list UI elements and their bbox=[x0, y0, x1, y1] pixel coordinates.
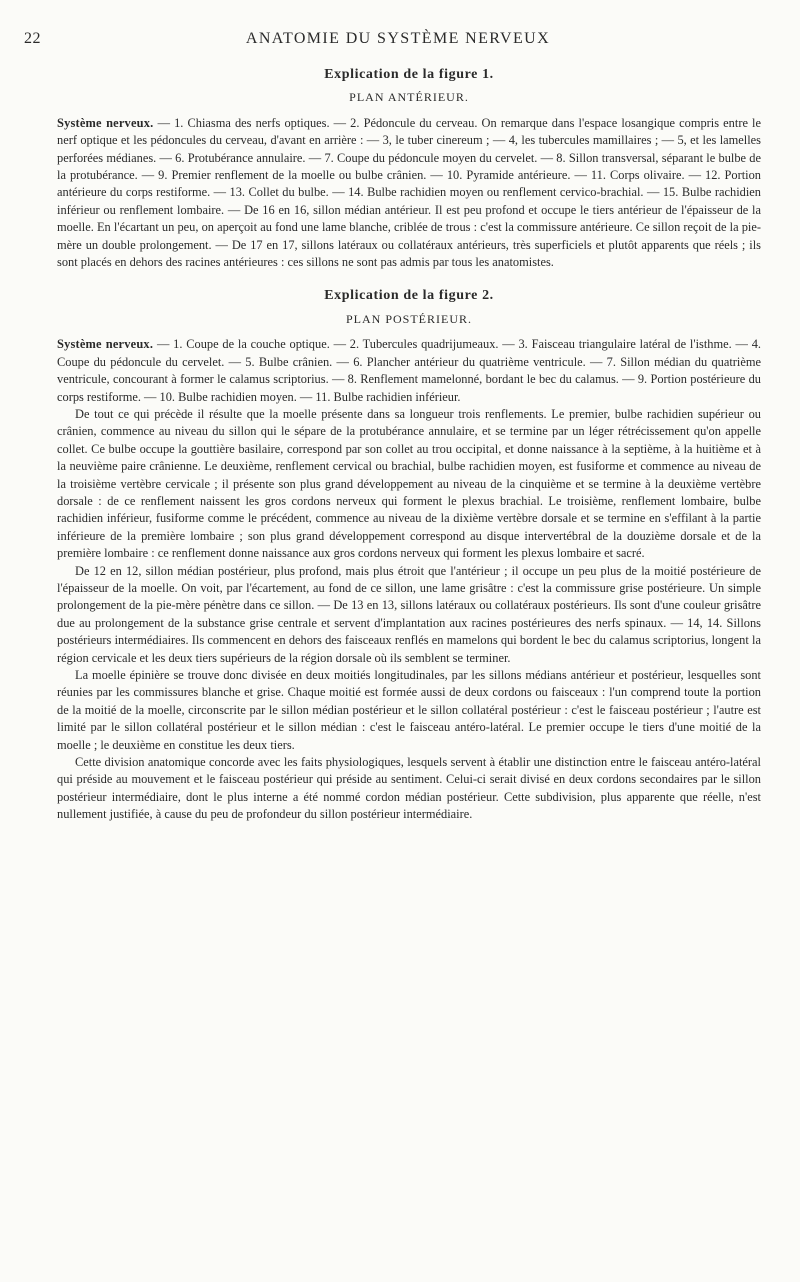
figure1-title: Explication de la figure 1. bbox=[324, 67, 494, 82]
body-paragraph-4: Cette division anatomique concorde avec les faits physiologiques, lesquels servent à établir une distinction entre le faisceau antéro-latéral qui préside au mouvement et le faisceau postérieur qui préside au sentiment. Celui-ci serait divisé en deux cordons secondaires par le sillon postérieur intermédiaire, dont le plus interne a été nommé cordon médian postérieur. Cette subdivision, plus apparente que réelle, n'est nullement justifiée, à cause du peu de profondeur du sillon postérieur intermédiaire. bbox=[57, 755, 761, 822]
figure2-paragraph bbox=[57, 336, 761, 406]
figure2-title: Explication de la figure 2. bbox=[324, 288, 494, 304]
body-paragraph-1: De tout ce qui précède il résulte que la moelle présente dans sa longueur trois renflements. Le premier, bulbe rachidien supérieur ou crânien, commence au niveau du sillon qui le sépare de la protubérance annulaire, et se termine par un léger rétrécissement qu'on appelle collet. Ce bulbe occupe la gouttière basilaire, correspond par son collet au trou occipital, et donne naissance à la septième, à la huitième et à la neuvième paire crânienne. Le deuxième, renflement cervical ou brachial, bulbe rachidien moyen, est fusiforme et commence au niveau de la troisième vertèbre cervicale ; il présente son plus grand développement au niveau de la cinquième et se termine à la deuxième vertèbre dorsale : de ce renflement naissent les gros cordons nerveux qui forment le plexus brachial. Le troisième, renflement lombaire, bulbe rachidien inférieur, fusiforme comme le précédent, commence au niveau de la dixième vertèbre dorsale et se termine en s'effilant à la partie inférieure de la première lombaire ; son plus grand développement correspond au disque intervertébral de la douzième dorsale et de la première lombaire : ce renflement donne naissance aux gros cordons nerveux qui forment les plexus lombaire et sacré. bbox=[57, 406, 761, 561]
page-body bbox=[57, 60, 761, 824]
figure2-lead: Système nerveux. bbox=[57, 337, 154, 352]
body-paragraph-2: De 12 en 12, sillon médian postérieur, plus profond, mais plus étroit que l'antérieur ; il occupe un peu plus de la moitié postérieure de l'épaisseur de la moelle. On voit, par l'écartement, au fond de ce sillon, une lame grisâtre : c'est la commissure grise postérieure. Un simple prolongement de la pie-mère pénètre dans ce sillon. — De 13 en 13, sillons latéraux ou collatéraux postérieurs. Ils sont d'une couleur grisâtre due au prolongement de la substance grise centrale et servent d'implantation aux racines postérieures des nerfs spinaux. — 14, 14. Sillons postérieurs intermédiaires. Ils commencent en dehors des faisceaux renflés en mamelons qui bordent le bec du calamus scriptorius, longent la région cervicale et les deux tiers supérieurs de la région dorsale où ils semblent se terminer. bbox=[57, 563, 761, 665]
body-paragraph-3: La moelle épinière se trouve donc divisée en deux moitiés longitudinales, par les sillons médians antérieur et postérieur, lesquelles sont réunies par les commissures blanche et grise. Chaque moitié est formée aussi de deux cordons ou faisceaux : l'un comprend toute la portion de la moitié de la moelle, circonscrite par le sillon médian postérieur et le sillon collatéral postérieur : c'est le faisceau postérieur ; l'autre est limité par le sillon collatéral postérieur et le sillon médian : c'est le faisceau antéro-latéral. Le premier occupe le tiers d'une moitié de la moelle ; le deuxième en constitue les deux tiers. bbox=[57, 668, 761, 752]
figure2-subtitle: PLAN POSTÉRIEUR. bbox=[345, 311, 472, 326]
figure1-subtitle: PLAN ANTÉRIEUR. bbox=[349, 90, 469, 105]
page-header bbox=[24, 30, 772, 54]
figure2-text: — 1. Coupe de la couche optique. — 2. Tubercules quadrijumeaux. — 3. Faisceau triangulaire latéral de l'isthme. — 4. Coupe du pédoncule du cervelet. — 5. Bulbe crânien. — 6. Plancher antérieur du quatrième ventricule. — 7. Sillon médian du quatrième ventricule, concourant à former le calamus scriptorius. — 8. Renflement mamelonné, bordant le bec du calamus. — 9. Portion postérieure du corps restiforme. — 10. Bulbe rachidien moyen. — 11. Bulbe rachidien inférieur. bbox=[57, 337, 762, 404]
running-head: ANATOMIE DU SYSTÈME NERVEUX bbox=[245, 30, 551, 47]
figure1-paragraph bbox=[57, 115, 761, 272]
figure1-lead: Système nerveux. bbox=[57, 115, 154, 130]
figure1-text: — 1. Chiasma des nerfs optiques. — 2. Pédoncule du cerveau. On remarque dans l'espace losangique compris entre le nerf optique et les pédoncules du cerveau, d'avant en arrière : — 3, le tuber cinereum ; — 4, les tubercules mamillaires ; — 5, et les lamelles perforées médianes. — 6. Protubérance annulaire. — 7. Coupe du pédoncule moyen du cervelet. — 8. Sillon transversal, séparant le bulbe de la protubérance. — 9. Premier renflement de la moelle ou bulbe crânien. — 10. Pyramide antérieure. — 11. Corps olivaire. — 12. Portion antérieure du corps restiforme. — 13. Collet du bulbe. — 14. Bulbe rachidien moyen ou renflement cervico-brachial. — 15. Bulbe rachidien inférieur ou renflement lombaire. — De 16 en 16, sillon médian antérieur. Il est peu profond et occupe le tiers antérieur de l'épaisseur de la moelle. En l'écartant un peu, on aperçoit au fond une lame blanche, criblée de trous : c'est la commissure antérieure. Ce sillon reçoit de la pie-mère un double prolongement. — De 17 en 17, sillons latéraux ou collatéraux antérieurs, très superficiels et plutôt apparents que réels ; ils sont placés en dehors des racines antérieures : ces sillons ne sont pas admis par tous les anatomistes. bbox=[57, 115, 761, 270]
page-number: 22 bbox=[24, 30, 41, 47]
